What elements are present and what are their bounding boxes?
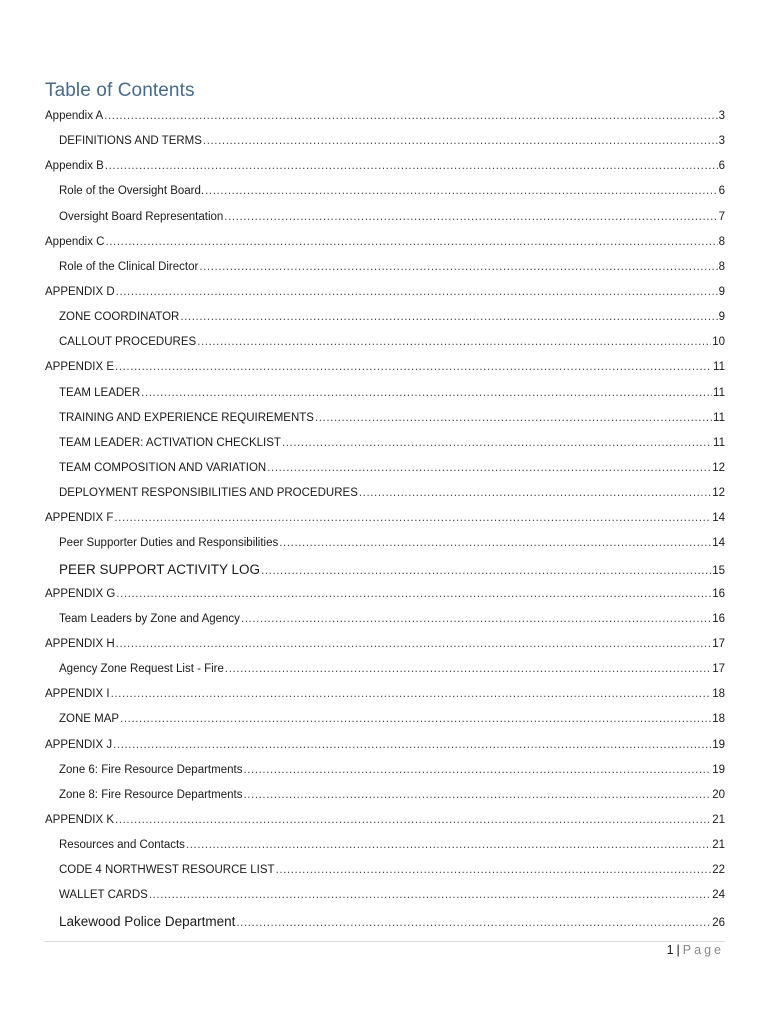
toc-entry[interactable] bbox=[45, 607, 725, 632]
dot-leader bbox=[113, 733, 711, 758]
toc-entry-page: 10 bbox=[712, 336, 725, 349]
toc-entry-label: Appendix A bbox=[45, 110, 104, 122]
toc-entry-page: 11 bbox=[713, 411, 725, 424]
toc-entry-page: 16 bbox=[712, 612, 725, 625]
toc-entry-label: Resources and Contacts bbox=[59, 839, 185, 852]
toc-entry[interactable] bbox=[45, 431, 725, 456]
toc-entry-page: 24 bbox=[712, 889, 725, 902]
toc-entry-label: APPENDIX G bbox=[45, 587, 116, 600]
toc-entry[interactable] bbox=[45, 481, 725, 506]
toc-entry[interactable] bbox=[45, 355, 725, 380]
toc-entry-label: Appendix B bbox=[45, 160, 104, 173]
toc-entry[interactable] bbox=[45, 154, 725, 179]
toc-entry[interactable] bbox=[45, 582, 725, 607]
toc-entry-page: 11 bbox=[713, 386, 725, 399]
toc-entry-page: 9 bbox=[718, 285, 725, 298]
toc-entry-page: 6 bbox=[718, 185, 725, 198]
toc-entry-page: 12 bbox=[712, 461, 725, 474]
toc-entry-page: 15 bbox=[712, 564, 725, 577]
toc-entry-label: Team Leaders by Zone and Agency bbox=[59, 612, 240, 625]
toc-entry-label: APPENDIX D bbox=[45, 285, 115, 298]
toc-entry-label: WALLET CARDS bbox=[59, 889, 148, 902]
toc-entry-page: 11 bbox=[713, 436, 725, 449]
dot-leader bbox=[315, 406, 712, 431]
toc-entry-label: APPENDIX E bbox=[45, 361, 115, 374]
dot-leader bbox=[225, 657, 711, 682]
dot-leader bbox=[116, 280, 718, 305]
dot-leader bbox=[105, 154, 718, 179]
toc-entry[interactable] bbox=[45, 305, 725, 330]
toc-entry-label: APPENDIX J bbox=[45, 738, 113, 751]
toc-list bbox=[45, 104, 725, 934]
toc-entry-page: 7 bbox=[718, 210, 725, 223]
toc-entry[interactable] bbox=[45, 557, 725, 582]
dot-leader bbox=[120, 707, 711, 732]
toc-entry-label: ZONE COORDINATOR bbox=[59, 311, 180, 324]
toc-entry-label: Zone 6: Fire Resource Departments bbox=[59, 763, 243, 776]
dot-leader bbox=[180, 305, 717, 330]
toc-entry-label: APPENDIX K bbox=[45, 813, 115, 826]
toc-entry-page: 8 bbox=[718, 260, 725, 273]
toc-entry[interactable] bbox=[45, 330, 725, 355]
toc-entry-page: 19 bbox=[712, 738, 725, 751]
toc-entry-label: APPENDIX I bbox=[45, 688, 110, 701]
toc-entry[interactable] bbox=[45, 733, 725, 758]
toc-entry[interactable] bbox=[45, 255, 725, 280]
toc-entry[interactable] bbox=[45, 531, 725, 556]
toc-entry-label: Lakewood Police Department bbox=[59, 913, 236, 929]
dot-leader bbox=[115, 355, 712, 380]
dot-leader bbox=[267, 456, 711, 481]
toc-entry-page: 17 bbox=[712, 663, 725, 676]
toc-entry-page: 6 bbox=[718, 160, 725, 173]
dot-leader bbox=[116, 632, 712, 657]
toc-entry[interactable] bbox=[45, 406, 725, 431]
toc-entry-label: ZONE MAP bbox=[59, 713, 120, 726]
toc-entry[interactable] bbox=[45, 808, 725, 833]
toc-entry-page: 14 bbox=[712, 512, 725, 525]
toc-heading: Table of Contents bbox=[45, 80, 195, 101]
dot-leader bbox=[141, 381, 712, 406]
toc-entry-label: CALLOUT PROCEDURES bbox=[59, 336, 197, 349]
footer-separator: | bbox=[676, 943, 680, 957]
toc-entry-label: Role of the Clinical Director bbox=[59, 260, 199, 273]
toc-entry-page: 11 bbox=[713, 361, 725, 374]
footer-divider bbox=[45, 941, 725, 942]
toc-entry[interactable] bbox=[45, 682, 725, 707]
page-label: Page bbox=[682, 943, 724, 957]
toc-entry-page: 12 bbox=[712, 487, 725, 500]
dot-leader bbox=[111, 682, 712, 707]
toc-entry-label: Peer Supporter Duties and Responsibilities bbox=[59, 537, 279, 550]
toc-entry-label: Appendix C bbox=[45, 235, 105, 248]
toc-entry[interactable] bbox=[45, 456, 725, 481]
toc-entry-label: DEFINITIONS AND TERMS bbox=[59, 135, 202, 148]
toc-entry[interactable] bbox=[45, 381, 725, 406]
toc-entry[interactable] bbox=[45, 707, 725, 732]
toc-entry[interactable] bbox=[45, 657, 725, 682]
toc-entry[interactable] bbox=[45, 632, 725, 657]
dot-leader bbox=[243, 758, 711, 783]
toc-entry-page: 9 bbox=[718, 311, 725, 324]
toc-entry-page: 18 bbox=[712, 688, 725, 701]
dot-leader bbox=[224, 205, 717, 230]
toc-entry[interactable] bbox=[45, 280, 725, 305]
dot-leader bbox=[115, 808, 711, 833]
toc-entry-label: TEAM LEADER: ACTIVATION CHECKLIST bbox=[59, 436, 281, 449]
dot-leader bbox=[279, 531, 711, 556]
toc-entry[interactable] bbox=[45, 506, 725, 531]
toc-entry[interactable] bbox=[45, 858, 725, 883]
toc-entry[interactable] bbox=[45, 179, 725, 204]
toc-entry-page: 16 bbox=[712, 587, 725, 600]
toc-entry[interactable] bbox=[45, 205, 725, 230]
dot-leader bbox=[186, 833, 711, 858]
toc-entry-page: 3 bbox=[718, 110, 725, 122]
page-number: 1 bbox=[666, 943, 674, 957]
dot-leader bbox=[114, 506, 711, 531]
dot-leader bbox=[199, 255, 717, 280]
dot-leader bbox=[261, 559, 711, 582]
toc-entry-label: APPENDIX H bbox=[45, 637, 115, 650]
toc-entry-page: 19 bbox=[712, 763, 725, 776]
toc-entry-label: Oversight Board Representation bbox=[59, 210, 224, 223]
dot-leader bbox=[105, 230, 717, 255]
toc-entry-label: APPENDIX F bbox=[45, 512, 114, 525]
dot-leader bbox=[243, 783, 711, 808]
toc-entry-label: Role of the Oversight Board. bbox=[59, 185, 205, 198]
toc-entry-page: 14 bbox=[712, 537, 725, 550]
toc-entry-label: CODE 4 NORTHWEST RESOURCE LIST bbox=[59, 864, 275, 877]
toc-entry-page: 22 bbox=[712, 864, 725, 877]
dot-leader bbox=[236, 911, 711, 934]
toc-entry-page: 8 bbox=[718, 235, 725, 248]
toc-entry-page: 21 bbox=[712, 839, 725, 852]
toc-entry-page: 21 bbox=[712, 813, 725, 826]
toc-entry-page: 18 bbox=[712, 713, 725, 726]
toc-entry[interactable] bbox=[45, 833, 725, 858]
toc-entry-page: 3 bbox=[718, 135, 725, 148]
dot-leader bbox=[276, 858, 712, 883]
toc-entry[interactable] bbox=[45, 230, 725, 255]
dot-leader bbox=[359, 481, 711, 506]
dot-leader bbox=[104, 104, 717, 129]
dot-leader bbox=[205, 179, 717, 204]
toc-entry-label: TRAINING AND EXPERIENCE REQUIREMENTS bbox=[59, 411, 314, 424]
dot-leader bbox=[241, 607, 711, 632]
page-footer bbox=[667, 943, 724, 957]
toc-entry-label: TEAM COMPOSITION AND VARIATION bbox=[59, 461, 267, 474]
dot-leader bbox=[116, 582, 711, 607]
toc-entry-label: PEER SUPPORT ACTIVITY LOG bbox=[59, 561, 261, 577]
toc-entry[interactable] bbox=[45, 129, 725, 154]
dot-leader bbox=[149, 883, 711, 908]
toc-entry-page: 17 bbox=[712, 637, 725, 650]
dot-leader bbox=[197, 330, 711, 355]
dot-leader bbox=[203, 129, 718, 154]
toc-entry-page: 26 bbox=[712, 916, 725, 929]
toc-entry[interactable] bbox=[45, 909, 725, 934]
toc-entry[interactable] bbox=[45, 104, 725, 129]
toc-entry[interactable] bbox=[45, 883, 725, 908]
dot-leader bbox=[282, 431, 712, 456]
toc-entry-label: TEAM LEADER bbox=[59, 386, 141, 399]
toc-entry[interactable] bbox=[45, 783, 725, 808]
toc-entry-label: Agency Zone Request List - Fire bbox=[59, 663, 224, 676]
toc-entry-label: Zone 8: Fire Resource Departments bbox=[59, 788, 243, 801]
toc-entry-label: DEPLOYMENT RESPONSIBILITIES AND PROCEDURES bbox=[59, 487, 358, 500]
toc-entry[interactable] bbox=[45, 758, 725, 783]
toc-entry-page: 20 bbox=[712, 788, 725, 801]
